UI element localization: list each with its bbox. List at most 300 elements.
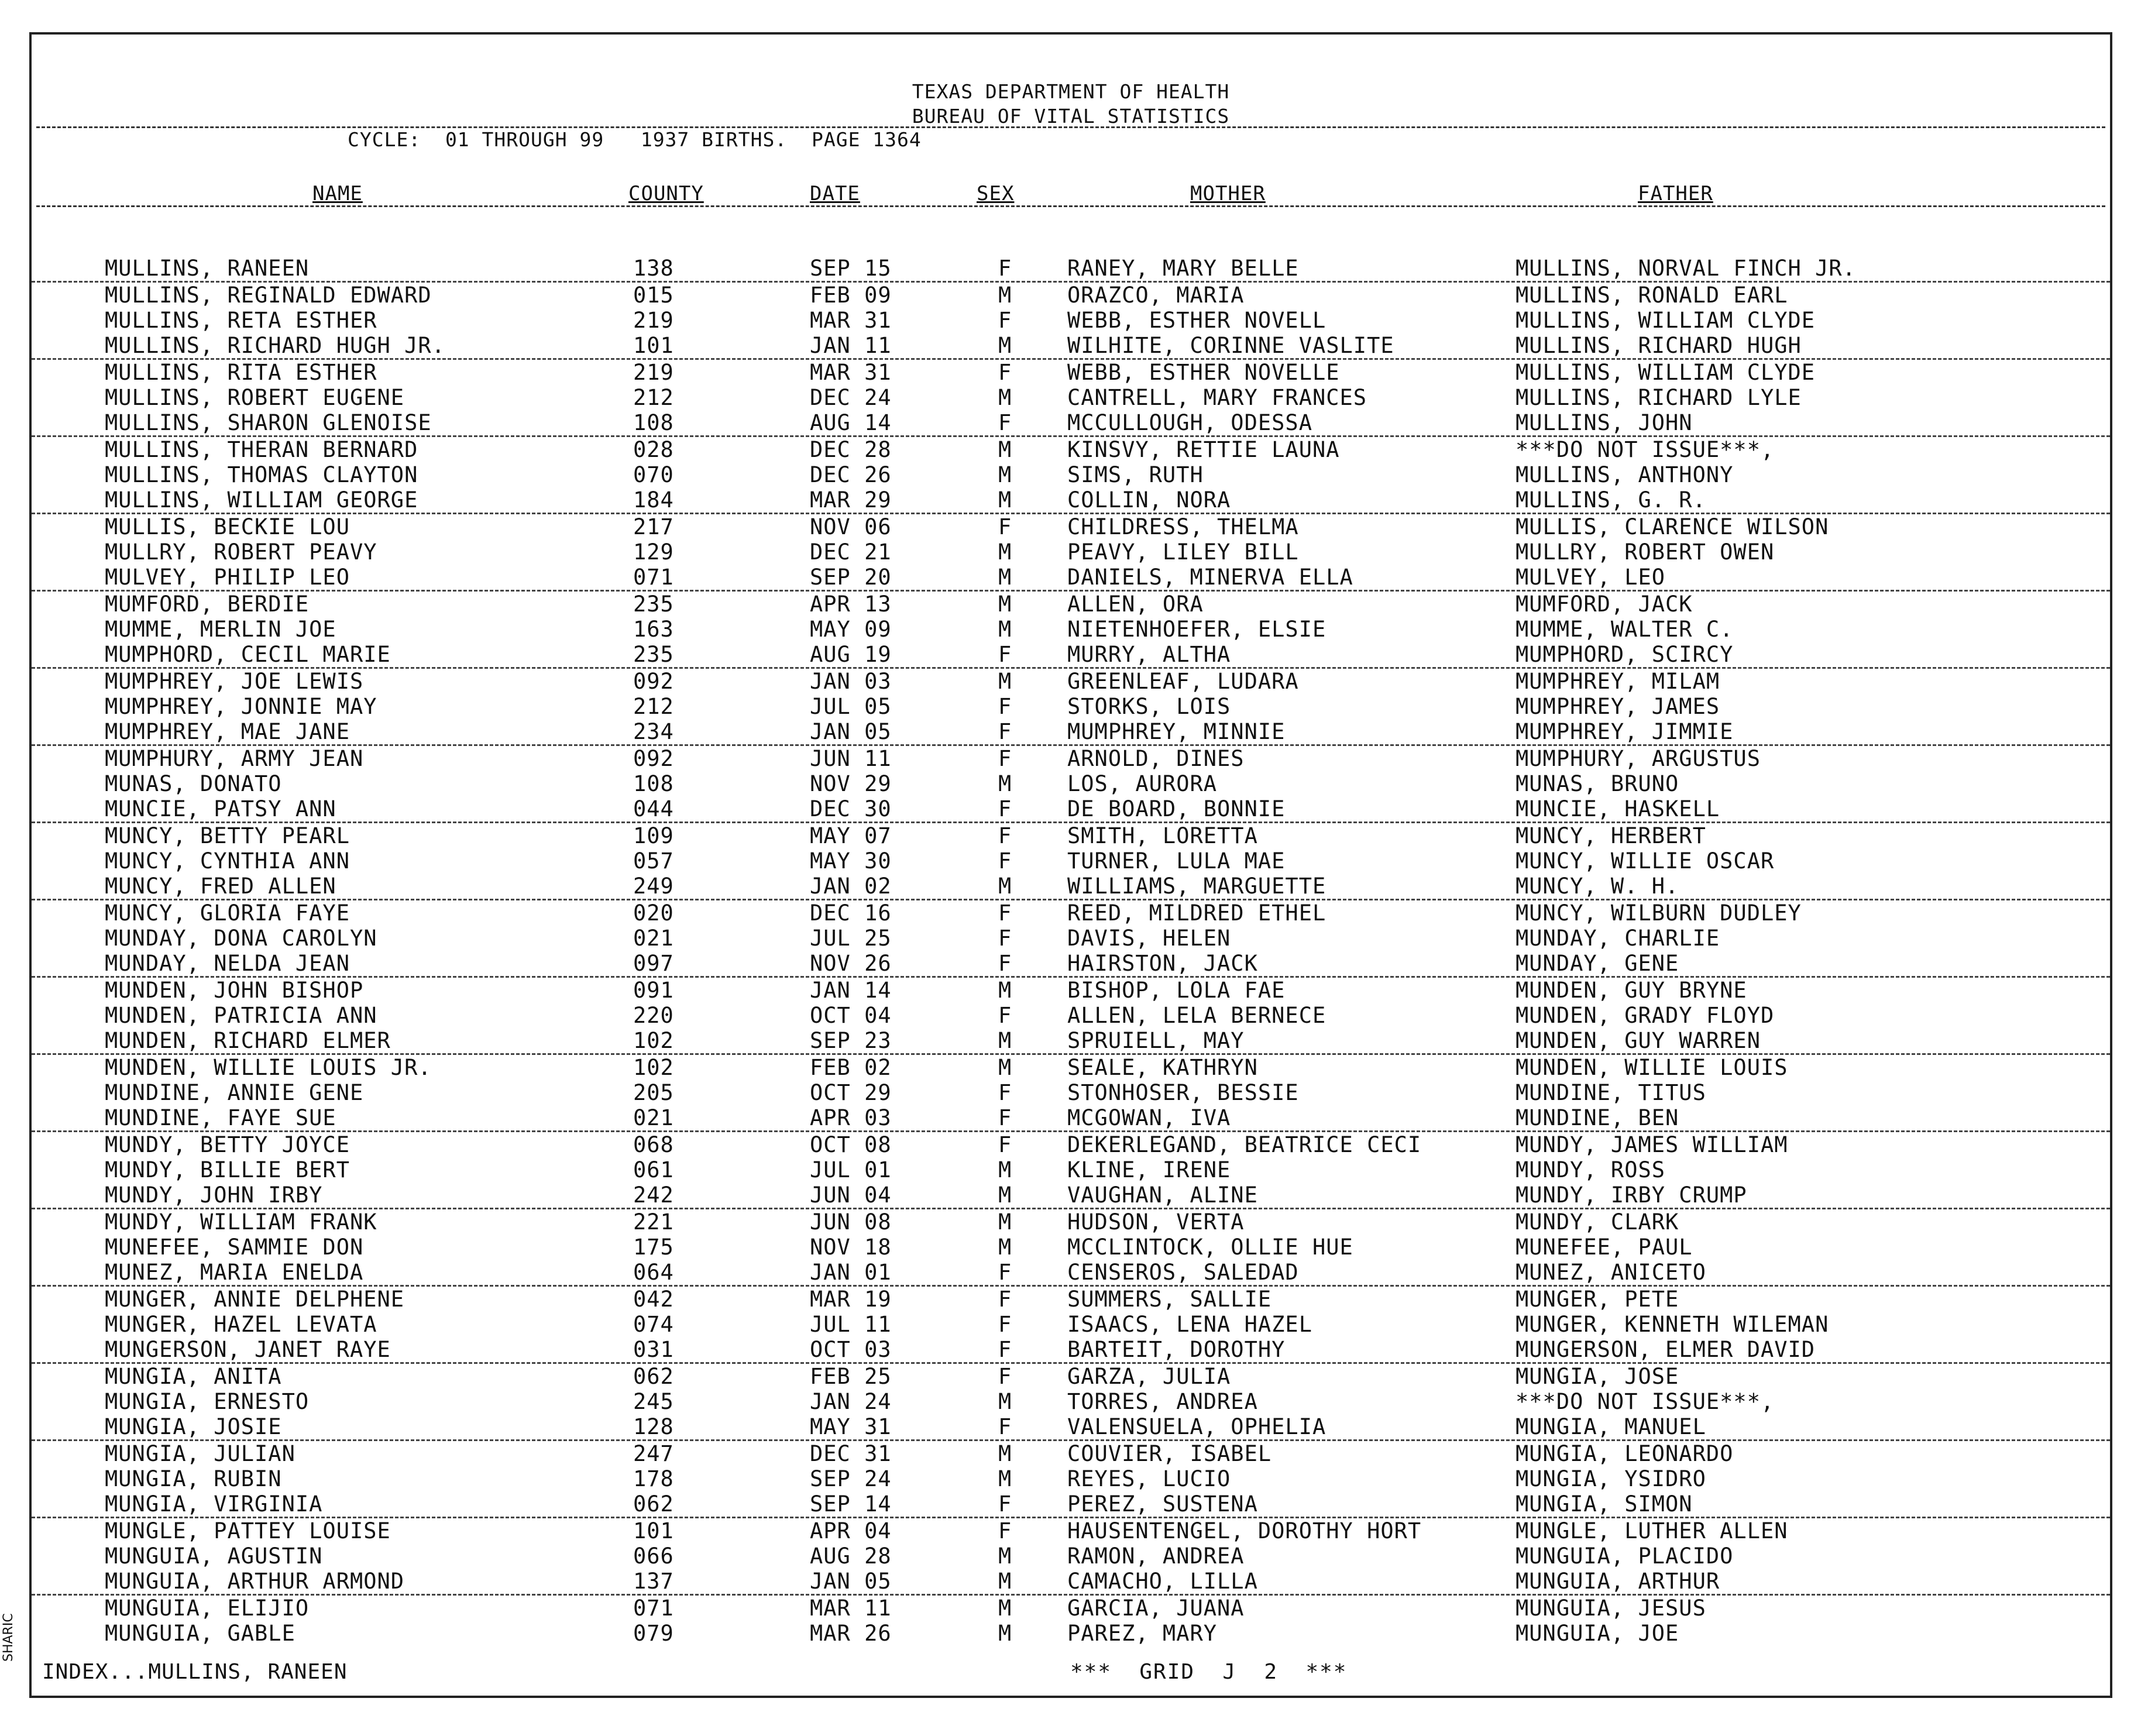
- record-date: JAN 02: [810, 874, 892, 899]
- record-sex: F: [998, 256, 1012, 281]
- record-row: [32, 874, 2110, 900]
- record-name: MUNDEN, PATRICIA ANN: [105, 1003, 377, 1028]
- record-mother: PEREZ, SUSTENA: [1067, 1491, 1258, 1517]
- record-mother: WEBB, ESTHER NOVELLE: [1067, 360, 1340, 385]
- record-name: MUMPHREY, JOE LEWIS: [105, 669, 364, 694]
- record-date: JAN 03: [810, 669, 892, 694]
- record-father: ***DO NOT ISSUE***,: [1515, 437, 1775, 462]
- record-date: JUL 01: [810, 1157, 892, 1182]
- record-father: MULLINS, ANTHONY: [1515, 462, 1734, 487]
- record-father: MUNGIA, YSIDRO: [1515, 1466, 1706, 1491]
- record-sex: F: [998, 1337, 1012, 1362]
- record-county: 020: [633, 900, 674, 926]
- record-row: [32, 1518, 2110, 1544]
- record-row: [32, 308, 2110, 333]
- record-date: OCT 04: [810, 1003, 892, 1028]
- record-sex: F: [998, 410, 1012, 435]
- record-father: MUNDEN, GUY WARREN: [1515, 1028, 1761, 1053]
- record-county: 061: [633, 1157, 674, 1182]
- birth-records-table: [32, 256, 2110, 1646]
- record-sex: F: [998, 746, 1012, 771]
- record-name: MUNGIA, VIRGINIA: [105, 1491, 323, 1517]
- record-county: 092: [633, 669, 674, 694]
- record-name: MUNCIE, PATSY ANN: [105, 796, 336, 821]
- record-name: MUMPHREY, MAE JANE: [105, 719, 350, 744]
- record-date: MAR 31: [810, 308, 892, 333]
- record-name: MULLINS, REGINALD EDWARD: [105, 283, 432, 308]
- record-mother: HUDSON, VERTA: [1067, 1209, 1245, 1235]
- record-date: JAN 05: [810, 719, 892, 744]
- record-row: [32, 333, 2110, 360]
- record-row: [32, 642, 2110, 669]
- record-sex: M: [998, 283, 1012, 308]
- record-county: 217: [633, 514, 674, 539]
- record-father: MUNGIA, SIMON: [1515, 1491, 1693, 1517]
- record-name: MULLINS, RICHARD HUGH JR.: [105, 333, 445, 358]
- record-date: SEP 23: [810, 1028, 892, 1053]
- record-mother: MCCLINTOCK, OLLIE HUE: [1067, 1235, 1353, 1260]
- record-date: DEC 26: [810, 462, 892, 487]
- record-name: MUNCY, CYNTHIA ANN: [105, 848, 350, 874]
- record-county: 220: [633, 1003, 674, 1028]
- record-date: DEC 30: [810, 796, 892, 821]
- record-county: 102: [633, 1055, 674, 1080]
- record-sex: M: [998, 1182, 1012, 1208]
- record-name: MUNDINE, ANNIE GENE: [105, 1080, 364, 1105]
- record-sex: F: [998, 1287, 1012, 1312]
- record-row: [32, 1364, 2110, 1389]
- record-date: DEC 24: [810, 385, 892, 410]
- record-mother: SIMS, RUTH: [1067, 462, 1204, 487]
- record-sex: M: [998, 487, 1012, 513]
- record-row: [32, 1312, 2110, 1337]
- record-date: JUL 05: [810, 694, 892, 719]
- record-date: SEP 20: [810, 565, 892, 590]
- record-date: AUG 14: [810, 410, 892, 435]
- record-father: MUNDY, IRBY CRUMP: [1515, 1182, 1747, 1208]
- record-name: MUMPHORD, CECIL MARIE: [105, 642, 391, 667]
- record-county: 021: [633, 1105, 674, 1130]
- record-mother: RANEY, MARY BELLE: [1067, 256, 1299, 281]
- record-sex: M: [998, 1209, 1012, 1235]
- record-date: MAR 31: [810, 360, 892, 385]
- record-county: 219: [633, 360, 674, 385]
- record-row: [32, 1182, 2110, 1209]
- record-father: MUNGERSON, ELMER DAVID: [1515, 1337, 1816, 1362]
- record-father: MULLRY, ROBERT OWEN: [1515, 539, 1775, 565]
- record-name: MUNGUIA, AGUSTIN: [105, 1544, 323, 1569]
- record-date: NOV 06: [810, 514, 892, 539]
- record-mother: MURRY, ALTHA: [1067, 642, 1231, 667]
- record-mother: SUMMERS, SALLIE: [1067, 1287, 1272, 1312]
- record-date: DEC 28: [810, 437, 892, 462]
- record-sex: M: [998, 1544, 1012, 1569]
- record-mother: ORAZCO, MARIA: [1067, 283, 1245, 308]
- record-date: FEB 02: [810, 1055, 892, 1080]
- record-name: MULLINS, RITA ESTHER: [105, 360, 377, 385]
- bureau-title: BUREAU OF VITAL STATISTICS: [912, 105, 1230, 128]
- record-father: MUNGER, KENNETH WILEMAN: [1515, 1312, 1829, 1337]
- record-mother: GREENLEAF, LUDARA: [1067, 669, 1299, 694]
- record-county: 108: [633, 410, 674, 435]
- record-sex: M: [998, 874, 1012, 899]
- record-mother: TURNER, LULA MAE: [1067, 848, 1286, 874]
- record-county: 235: [633, 642, 674, 667]
- record-name: MUNDEN, JOHN BISHOP: [105, 978, 364, 1003]
- cycle-info: CYCLE: 01 THROUGH 99 1937 BIRTHS. PAGE 1364: [348, 128, 922, 151]
- record-row: [32, 565, 2110, 592]
- record-mother: VALENSUELA, OPHELIA: [1067, 1414, 1326, 1439]
- record-date: MAY 31: [810, 1414, 892, 1439]
- record-sex: M: [998, 1055, 1012, 1080]
- record-row: [32, 1544, 2110, 1569]
- record-mother: CENSEROS, SALEDAD: [1067, 1260, 1299, 1285]
- record-sex: F: [998, 900, 1012, 926]
- record-father: MUNAS, BRUNO: [1515, 771, 1679, 796]
- record-county: 163: [633, 617, 674, 642]
- record-mother: BISHOP, LOLA FAE: [1067, 978, 1286, 1003]
- column-header-father: FATHER: [1638, 182, 1713, 205]
- record-row: [32, 360, 2110, 385]
- record-name: MULVEY, PHILIP LEO: [105, 565, 350, 590]
- record-sex: F: [998, 1003, 1012, 1028]
- record-county: 101: [633, 333, 674, 358]
- record-date: OCT 03: [810, 1337, 892, 1362]
- record-county: 205: [633, 1080, 674, 1105]
- record-county: 028: [633, 437, 674, 462]
- record-date: MAY 30: [810, 848, 892, 874]
- record-date: OCT 29: [810, 1080, 892, 1105]
- record-father: MUNGIA, JOSE: [1515, 1364, 1679, 1389]
- record-father: MUNCY, HERBERT: [1515, 823, 1706, 848]
- record-county: 178: [633, 1466, 674, 1491]
- record-county: 071: [633, 1596, 674, 1621]
- record-mother: COUVIER, ISABEL: [1067, 1441, 1272, 1466]
- record-father: MUMFORD, JACK: [1515, 592, 1693, 617]
- record-father: MUNGUIA, JOE: [1515, 1621, 1679, 1646]
- record-father: MUMPHREY, JIMMIE: [1515, 719, 1734, 744]
- record-county: 044: [633, 796, 674, 821]
- record-row: [32, 1466, 2110, 1491]
- record-sex: M: [998, 1466, 1012, 1491]
- record-date: NOV 18: [810, 1235, 892, 1260]
- record-sex: M: [998, 1596, 1012, 1621]
- record-mother: MUMPHREY, MINNIE: [1067, 719, 1286, 744]
- record-father: MUNCY, WILLIE OSCAR: [1515, 848, 1775, 874]
- record-mother: CHILDRESS, THELMA: [1067, 514, 1299, 539]
- record-row: [32, 256, 2110, 283]
- record-father: MUMME, WALTER C.: [1515, 617, 1734, 642]
- record-name: MUMFORD, BERDIE: [105, 592, 310, 617]
- record-name: MUNCY, GLORIA FAYE: [105, 900, 350, 926]
- record-county: 091: [633, 978, 674, 1003]
- record-father: MULLIS, CLARENCE WILSON: [1515, 514, 1829, 539]
- record-date: AUG 28: [810, 1544, 892, 1569]
- record-sex: M: [998, 437, 1012, 462]
- record-mother: SPRUIELL, MAY: [1067, 1028, 1245, 1053]
- record-name: MULLINS, WILLIAM GEORGE: [105, 487, 418, 513]
- record-mother: DANIELS, MINERVA ELLA: [1067, 565, 1353, 590]
- record-mother: PAREZ, MARY: [1067, 1621, 1218, 1646]
- record-date: JUN 04: [810, 1182, 892, 1208]
- record-row: [32, 514, 2110, 539]
- record-mother: TORRES, ANDREA: [1067, 1389, 1258, 1414]
- index-label: INDEX...MULLINS, RANEEN: [42, 1660, 348, 1684]
- record-sex: F: [998, 1132, 1012, 1157]
- record-father: MUMPHORD, SCIRCY: [1515, 642, 1734, 667]
- record-sex: F: [998, 823, 1012, 848]
- record-county: 066: [633, 1544, 674, 1569]
- record-name: MULLINS, RETA ESTHER: [105, 308, 377, 333]
- record-name: MUNDY, BETTY JOYCE: [105, 1132, 350, 1157]
- column-header-rule: [36, 205, 2105, 207]
- record-row: [32, 694, 2110, 719]
- record-name: MULLINS, THOMAS CLAYTON: [105, 462, 418, 487]
- record-sex: F: [998, 1312, 1012, 1337]
- record-mother: WILHITE, CORINNE VASLITE: [1067, 333, 1394, 358]
- record-date: NOV 26: [810, 951, 892, 976]
- record-date: JAN 11: [810, 333, 892, 358]
- record-county: 221: [633, 1209, 674, 1235]
- record-sex: F: [998, 1414, 1012, 1439]
- record-sex: M: [998, 462, 1012, 487]
- record-sex: F: [998, 514, 1012, 539]
- record-county: 128: [633, 1414, 674, 1439]
- record-father: MUNDAY, CHARLIE: [1515, 926, 1720, 951]
- record-date: AUG 19: [810, 642, 892, 667]
- record-name: MUNCY, FRED ALLEN: [105, 874, 336, 899]
- record-row: [32, 1055, 2110, 1080]
- record-county: 015: [633, 283, 674, 308]
- record-mother: GARCIA, JUANA: [1067, 1596, 1245, 1621]
- record-father: MUNCY, W. H.: [1515, 874, 1679, 899]
- record-father: MULLINS, WILLIAM CLYDE: [1515, 308, 1816, 333]
- record-county: 021: [633, 926, 674, 951]
- record-mother: HAIRSTON, JACK: [1067, 951, 1258, 976]
- record-father: MUNCY, WILBURN DUDLEY: [1515, 900, 1802, 926]
- record-row: [32, 1287, 2110, 1312]
- record-mother: CAMACHO, LILLA: [1067, 1569, 1258, 1594]
- record-row: [32, 1337, 2110, 1364]
- record-row: [32, 1414, 2110, 1441]
- record-sex: M: [998, 592, 1012, 617]
- record-mother: DE BOARD, BONNIE: [1067, 796, 1286, 821]
- record-county: 071: [633, 565, 674, 590]
- record-county: 212: [633, 694, 674, 719]
- record-row: [32, 719, 2110, 746]
- record-date: JUN 11: [810, 746, 892, 771]
- record-sex: M: [998, 669, 1012, 694]
- record-sex: F: [998, 796, 1012, 821]
- record-sex: F: [998, 1364, 1012, 1389]
- record-county: 031: [633, 1337, 674, 1362]
- record-father: MUMPHURY, ARGUSTUS: [1515, 746, 1761, 771]
- record-row: [32, 900, 2110, 926]
- record-name: MUNDAY, NELDA JEAN: [105, 951, 350, 976]
- record-sex: F: [998, 360, 1012, 385]
- record-row: [32, 1569, 2110, 1596]
- record-row: [32, 823, 2110, 848]
- record-row: [32, 1491, 2110, 1518]
- record-row: [32, 1235, 2110, 1260]
- record-county: 108: [633, 771, 674, 796]
- record-father: MUNDY, JAMES WILLIAM: [1515, 1132, 1788, 1157]
- record-county: 175: [633, 1235, 674, 1260]
- record-father: MULLINS, JOHN: [1515, 410, 1693, 435]
- record-date: NOV 29: [810, 771, 892, 796]
- record-name: MULLINS, THERAN BERNARD: [105, 437, 418, 462]
- record-mother: PEAVY, LILEY BILL: [1067, 539, 1299, 565]
- record-mother: WILLIAMS, MARGUETTE: [1067, 874, 1326, 899]
- record-name: MUNGERSON, JANET RAYE: [105, 1337, 391, 1362]
- record-date: DEC 16: [810, 900, 892, 926]
- record-row: [32, 1003, 2110, 1028]
- record-mother: ARNOLD, DINES: [1067, 746, 1245, 771]
- record-father: MUNGIA, MANUEL: [1515, 1414, 1706, 1439]
- record-date: SEP 24: [810, 1466, 892, 1491]
- record-row: [32, 669, 2110, 694]
- header-rule: [36, 126, 2105, 128]
- record-father: MULLINS, NORVAL FINCH JR.: [1515, 256, 1856, 281]
- record-sex: F: [998, 308, 1012, 333]
- record-name: MUNDY, WILLIAM FRANK: [105, 1209, 377, 1235]
- record-father: MULLINS, G. R.: [1515, 487, 1706, 513]
- record-name: MUNGIA, ERNESTO: [105, 1389, 310, 1414]
- record-name: MUNGIA, ANITA: [105, 1364, 282, 1389]
- record-name: MUNGIA, RUBIN: [105, 1466, 282, 1491]
- record-name: MUNCY, BETTY PEARL: [105, 823, 350, 848]
- record-mother: BARTEIT, DOROTHY: [1067, 1337, 1286, 1362]
- record-sex: M: [998, 1569, 1012, 1594]
- record-sex: F: [998, 926, 1012, 951]
- record-sex: F: [998, 1105, 1012, 1130]
- record-county: 109: [633, 823, 674, 848]
- record-row: [32, 437, 2110, 462]
- record-row: [32, 1105, 2110, 1132]
- record-name: MULLINS, ROBERT EUGENE: [105, 385, 405, 410]
- record-date: MAY 09: [810, 617, 892, 642]
- record-father: MUNDAY, GENE: [1515, 951, 1679, 976]
- record-row: [32, 796, 2110, 823]
- record-name: MUNDAY, DONA CAROLYN: [105, 926, 377, 951]
- record-date: JAN 14: [810, 978, 892, 1003]
- record-name: MUMPHREY, JONNIE MAY: [105, 694, 377, 719]
- record-name: MUNGIA, JULIAN: [105, 1441, 295, 1466]
- record-county: 234: [633, 719, 674, 744]
- record-row: [32, 1441, 2110, 1466]
- record-row: [32, 462, 2110, 487]
- record-row: [32, 1621, 2110, 1646]
- record-county: 057: [633, 848, 674, 874]
- record-row: [32, 1209, 2110, 1235]
- record-father: MULLINS, RONALD EARL: [1515, 283, 1788, 308]
- record-county: 079: [633, 1621, 674, 1646]
- record-name: MUNDY, BILLIE BERT: [105, 1157, 350, 1182]
- record-row: [32, 926, 2110, 951]
- record-sex: M: [998, 539, 1012, 565]
- record-sex: F: [998, 642, 1012, 667]
- record-name: MUNGUIA, ARTHUR ARMOND: [105, 1569, 405, 1594]
- record-name: MUNDEN, RICHARD ELMER: [105, 1028, 391, 1053]
- record-father: MUNGUIA, JESUS: [1515, 1596, 1706, 1621]
- record-father: MUNEZ, ANICETO: [1515, 1260, 1706, 1285]
- record-sex: M: [998, 1389, 1012, 1414]
- record-county: 070: [633, 462, 674, 487]
- record-name: MULLIS, BECKIE LOU: [105, 514, 350, 539]
- record-date: JUL 11: [810, 1312, 892, 1337]
- record-date: JUL 25: [810, 926, 892, 951]
- record-date: DEC 21: [810, 539, 892, 565]
- record-father: MULLINS, RICHARD HUGH: [1515, 333, 1802, 358]
- record-father: MUNGIA, LEONARDO: [1515, 1441, 1734, 1466]
- record-mother: LOS, AURORA: [1067, 771, 1218, 796]
- record-father: MUNDINE, TITUS: [1515, 1080, 1706, 1105]
- record-name: MUNGIA, JOSIE: [105, 1414, 282, 1439]
- record-name: MUNEZ, MARIA ENELDA: [105, 1260, 364, 1285]
- record-row: [32, 1596, 2110, 1621]
- record-sex: F: [998, 694, 1012, 719]
- record-name: MUNGUIA, GABLE: [105, 1621, 295, 1646]
- record-sex: M: [998, 333, 1012, 358]
- column-header-name: NAME: [312, 182, 363, 205]
- grid-label: *** GRID J 2 ***: [1070, 1660, 1348, 1684]
- record-date: MAR 11: [810, 1596, 892, 1621]
- record-county: 249: [633, 874, 674, 899]
- record-row: [32, 385, 2110, 410]
- record-mother: ALLEN, LELA BERNECE: [1067, 1003, 1326, 1028]
- record-father: MULLINS, RICHARD LYLE: [1515, 385, 1802, 410]
- record-mother: WEBB, ESTHER NOVELL: [1067, 308, 1326, 333]
- record-date: APR 03: [810, 1105, 892, 1130]
- record-name: MULLRY, ROBERT PEAVY: [105, 539, 377, 565]
- record-row: [32, 771, 2110, 796]
- record-father: MUNDINE, BEN: [1515, 1105, 1679, 1130]
- record-mother: STORKS, LOIS: [1067, 694, 1231, 719]
- record-date: FEB 09: [810, 283, 892, 308]
- record-father: MUNDEN, GUY BRYNE: [1515, 978, 1747, 1003]
- record-row: [32, 1132, 2110, 1157]
- record-sex: M: [998, 1621, 1012, 1646]
- record-mother: VAUGHAN, ALINE: [1067, 1182, 1258, 1208]
- record-row: [32, 1389, 2110, 1414]
- column-header-date: DATE: [810, 182, 860, 205]
- record-sex: M: [998, 1235, 1012, 1260]
- record-county: 062: [633, 1364, 674, 1389]
- record-sex: M: [998, 1441, 1012, 1466]
- record-mother: STONHOSER, BESSIE: [1067, 1080, 1299, 1105]
- record-father: MUNDEN, GRADY FLOYD: [1515, 1003, 1775, 1028]
- record-name: MULLINS, SHARON GLENOISE: [105, 410, 432, 435]
- record-father: MULLINS, WILLIAM CLYDE: [1515, 360, 1816, 385]
- record-date: JAN 24: [810, 1389, 892, 1414]
- record-father: ***DO NOT ISSUE***,: [1515, 1389, 1775, 1414]
- record-date: JAN 01: [810, 1260, 892, 1285]
- record-name: MUNGER, ANNIE DELPHENE: [105, 1287, 405, 1312]
- record-county: 242: [633, 1182, 674, 1208]
- record-row: [32, 487, 2110, 514]
- record-father: MUNDEN, WILLIE LOUIS: [1515, 1055, 1788, 1080]
- record-mother: REYES, LUCIO: [1067, 1466, 1231, 1491]
- record-name: MUNGER, HAZEL LEVATA: [105, 1312, 377, 1337]
- record-county: 247: [633, 1441, 674, 1466]
- record-row: [32, 848, 2110, 874]
- record-row: [32, 617, 2110, 642]
- record-sex: M: [998, 978, 1012, 1003]
- record-county: 062: [633, 1491, 674, 1517]
- record-row: [32, 592, 2110, 617]
- record-row: [32, 746, 2110, 771]
- record-sex: M: [998, 385, 1012, 410]
